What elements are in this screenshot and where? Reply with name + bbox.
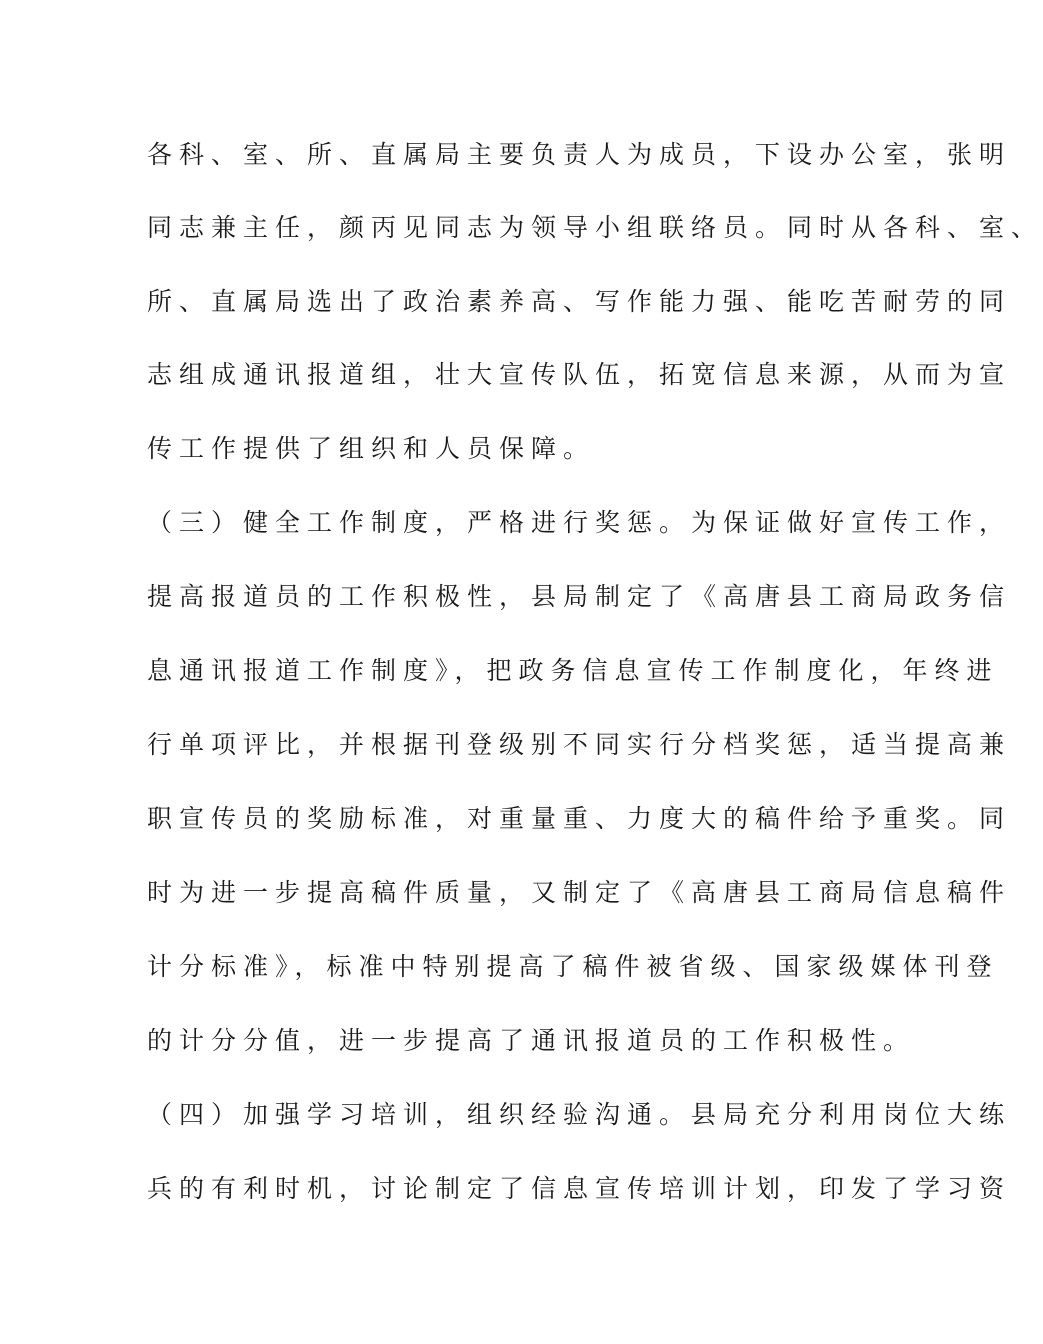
text-line: 息通讯报道工作制度》，把政务信息宣传工作制度化，年终进 (147, 656, 999, 685)
text-line: 时为进一步提高稿件质量，又制定了《高唐县工商局信息稿件 (147, 878, 1012, 907)
text-line: 职宣传员的奖励标准，对重量重、力度大的稿件给予重奖。同 (147, 804, 1012, 833)
text-line: 志组成通讯报道组，壮大宣传队伍，拓宽信息来源，从而为宣 (147, 360, 1012, 389)
section-heading-line: （四）加强学习培训，组织经验沟通。县局充分利用岗位大练 (147, 1100, 1012, 1129)
text-line: 行单项评比，并根据刊登级别不同实行分档奖惩，适当提高兼 (147, 730, 1012, 759)
text-line: 计分标准》，标准中特别提高了稿件被省级、国家级媒体刊登 (147, 952, 999, 981)
text-line: 传工作提供了组织和人员保障。 (147, 434, 596, 463)
text-line: 提高报道员的工作积极性，县局制定了《高唐县工商局政务信 (147, 582, 1012, 611)
section-heading-line: （三）健全工作制度，严格进行奖惩。为保证做好宣传工作， (147, 508, 1012, 537)
text-line: 各科、室、所、直属局主要负责人为成员，下设办公室，张明 (147, 140, 1012, 169)
text-line: 所、直属局选出了政治素养高、写作能力强、能吃苦耐劳的同 (147, 287, 1012, 316)
text-line: 兵的有利时机，讨论制定了信息宣传培训计划，印发了学习资 (147, 1174, 1012, 1203)
text-line: 同志兼主任，颜丙见同志为领导小组联络员。同时从各科、室、 (147, 213, 1043, 242)
text-line: 的计分分值，进一步提高了通讯报道员的工作积极性。 (147, 1026, 916, 1055)
